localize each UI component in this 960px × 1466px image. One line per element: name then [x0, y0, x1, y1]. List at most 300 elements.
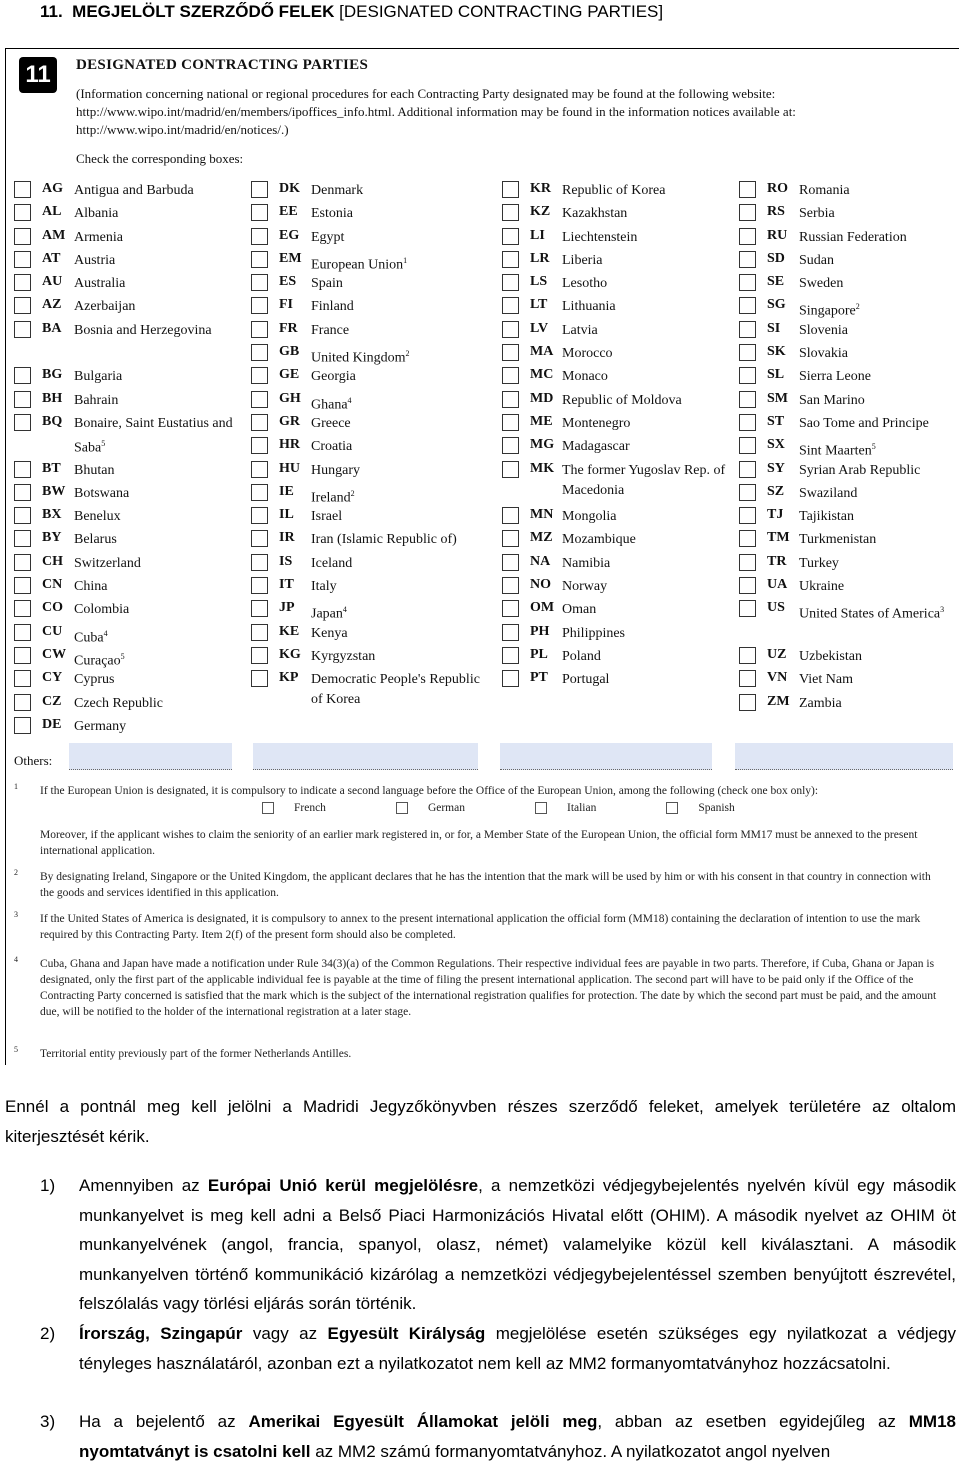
country-name — [799, 181, 959, 201]
country-name-text: Czech Republic — [74, 695, 164, 711]
checkbox-hr[interactable] — [251, 437, 268, 454]
checkbox-ro[interactable] — [739, 181, 756, 198]
country-name-text: Estonia — [311, 206, 353, 222]
others-field-1[interactable] — [69, 743, 232, 770]
country-code: SI — [767, 320, 781, 336]
country-code: RS — [767, 204, 785, 220]
country-name-text: Mozambique — [562, 532, 636, 548]
country-name — [74, 461, 254, 481]
country-code: VN — [767, 670, 788, 686]
country-name — [799, 228, 959, 248]
country-name — [562, 461, 742, 501]
checkbox-md[interactable] — [502, 391, 519, 408]
country-name-text: Georgia — [311, 369, 356, 385]
country-name — [562, 204, 742, 224]
list-item-3-mid: , abban az esetben egyidejűleg az — [597, 1412, 909, 1431]
footnote-marker: 5 — [120, 651, 125, 661]
checkbox-zm[interactable] — [739, 694, 756, 711]
country-name — [799, 507, 959, 527]
country-name-text: Azerbaijan — [74, 299, 136, 315]
language-checkbox[interactable] — [262, 802, 274, 814]
country-name-text: Bahrain — [74, 392, 119, 408]
footnote-3-text: If the United States of America is designated, it is compulsory to annex to the present international application the official form (MM18) containing the declaration of intention to use the mark required by this Contracting Party. Item 2(f) of the present form should also be completed. — [40, 913, 921, 941]
country-name-text: Republic of Korea — [562, 183, 666, 198]
checkbox-ge[interactable] — [251, 367, 268, 384]
checkbox-tr[interactable] — [739, 554, 756, 571]
checkbox-es[interactable] — [251, 274, 268, 291]
checkbox-bx[interactable] — [14, 507, 31, 524]
checkbox-om[interactable] — [502, 600, 519, 617]
checkbox-de[interactable] — [14, 717, 31, 734]
checkbox-li[interactable] — [502, 228, 519, 245]
country-name — [799, 274, 959, 294]
country-code: SZ — [767, 483, 785, 499]
country-code: AM — [42, 227, 66, 243]
country-name — [799, 461, 959, 481]
form-info-text: (Information concerning national or regional procedures for each Contracting Party designated may be found at the following website: http://www.wipo.int/madrid/en/members/ipoffices_info.html. Additional information may be found in the information notices available at: http://www.wipo.int/madrid/en/notices/.) — [76, 86, 796, 137]
list-item-3-number: 3) — [40, 1412, 56, 1431]
checkbox-cz[interactable] — [14, 694, 31, 711]
country-name — [311, 624, 491, 644]
country-name — [74, 647, 254, 672]
country-name-text: Liechtenstein — [562, 229, 638, 245]
checkbox-am[interactable] — [14, 228, 31, 245]
country-name — [311, 344, 491, 369]
country-name-text: Sweden — [799, 276, 844, 292]
checkbox-al[interactable] — [14, 204, 31, 221]
country-name — [799, 414, 959, 434]
checkbox-mc[interactable] — [502, 367, 519, 384]
country-code: MZ — [530, 530, 553, 546]
country-code: KR — [530, 181, 551, 196]
country-code: CU — [42, 623, 63, 639]
intro-paragraph: Ennél a pontnál meg kell jelölni a Madridi Jegyzőkönyvben részes szerződő feleket, amelyek területére az oltalom kiterjesztését kérik. — [5, 1097, 956, 1146]
country-name-text: Botswana — [74, 485, 130, 501]
checkbox-ie[interactable] — [251, 484, 268, 501]
footnote-2-number: 2 — [14, 868, 18, 877]
country-name — [74, 414, 254, 459]
section-title: MEGJELÖLT SZERZŐDŐ FELEK — [72, 2, 335, 21]
checkbox-sm[interactable] — [739, 391, 756, 408]
country-name — [562, 391, 742, 411]
country-code: CO — [42, 600, 63, 616]
checkbox-ir[interactable] — [251, 530, 268, 547]
country-code: GH — [279, 390, 301, 406]
checkbox-eg[interactable] — [251, 228, 268, 245]
country-code: TJ — [767, 507, 784, 523]
footnote-marker: 4 — [347, 395, 352, 405]
checkbox-bt[interactable] — [14, 461, 31, 478]
country-name — [562, 507, 742, 527]
country-name-text: Bosnia and Herzegovina — [74, 322, 212, 338]
checkbox-ua[interactable] — [739, 577, 756, 594]
others-field-4[interactable] — [735, 743, 953, 770]
country-name — [311, 647, 491, 667]
checkbox-no[interactable] — [502, 577, 519, 594]
country-code: US — [767, 600, 785, 616]
checkbox-si[interactable] — [739, 321, 756, 338]
country-name-text: Iceland — [311, 555, 353, 571]
checkbox-sy[interactable] — [739, 461, 756, 478]
country-name — [74, 577, 254, 597]
country-name-text: Israel — [311, 509, 343, 525]
language-checkbox[interactable] — [535, 802, 547, 814]
country-code: SY — [767, 460, 785, 476]
country-name — [311, 414, 491, 434]
country-name — [311, 367, 491, 387]
country-code: CZ — [42, 693, 62, 709]
checkbox-pl[interactable] — [502, 647, 519, 664]
country-code: JP — [279, 600, 295, 616]
country-name — [562, 414, 742, 434]
country-name-text: Sao Tome and Principe — [799, 415, 929, 431]
country-name — [562, 251, 742, 271]
form-section-badge: 11 — [19, 57, 57, 93]
country-name-text: Cyprus — [74, 672, 115, 688]
country-code: PL — [530, 646, 548, 662]
country-code: LV — [530, 320, 549, 336]
country-name — [74, 670, 254, 690]
checkbox-cw[interactable] — [14, 647, 31, 664]
country-code: GR — [279, 413, 300, 429]
country-name-text: Australia — [74, 276, 126, 292]
form-title: DESIGNATED CONTRACTING PARTIES — [76, 57, 369, 73]
checkbox-tm[interactable] — [739, 530, 756, 547]
checkbox-gb[interactable] — [251, 344, 268, 361]
country-name-text: Democratic People's Republic of Korea — [311, 672, 480, 708]
country-name — [799, 577, 959, 597]
country-code: MN — [530, 507, 554, 523]
checkbox-it[interactable] — [251, 577, 268, 594]
country-name — [799, 204, 959, 224]
country-name-text: San Marino — [799, 392, 865, 408]
language-checkbox[interactable] — [396, 802, 408, 814]
footnote-1b-text: Moreover, if the applicant wishes to claim the seniority of an earlier mark registered in, or for, a Member State of the European Union, the official form MM17 must be annexed to the present international application. — [40, 829, 918, 857]
country-name-text: Zambia — [799, 695, 842, 711]
list-item-3-bold: Amerikai Egyesült Államokat jelöli meg — [248, 1412, 598, 1431]
checkbox-mn[interactable] — [502, 507, 519, 524]
country-name-text: Sudan — [799, 252, 834, 268]
checkbox-bh[interactable] — [14, 391, 31, 408]
list-item-1-pre: Amennyiben az — [79, 1176, 208, 1195]
country-name-text: Philippines — [562, 625, 626, 641]
country-code: TR — [767, 553, 787, 569]
country-name-text: Liberia — [562, 252, 603, 268]
checkbox-rs[interactable] — [739, 204, 756, 221]
others-label: Others: — [14, 753, 53, 768]
country-name — [74, 554, 254, 574]
language-label: Italian — [566, 802, 597, 814]
checkbox-tj[interactable] — [739, 507, 756, 524]
checkbox-fr[interactable] — [251, 321, 268, 338]
country-name-text: United Kingdom — [311, 350, 406, 366]
list-item-1-number: 1) — [40, 1176, 56, 1195]
country-name — [799, 600, 959, 625]
country-code: CN — [42, 577, 63, 593]
country-name-text: Iran (Islamic Republic of) — [311, 532, 457, 548]
checkbox-mk[interactable] — [502, 461, 519, 478]
checkbox-sk[interactable] — [739, 344, 756, 361]
country-name-text: Namibia — [562, 555, 611, 571]
checkbox-st[interactable] — [739, 414, 756, 431]
checkbox-sz[interactable] — [739, 484, 756, 501]
checkbox-sl[interactable] — [739, 367, 756, 384]
checkbox-az[interactable] — [14, 297, 31, 314]
checkbox-kg[interactable] — [251, 647, 268, 664]
checkbox-by[interactable] — [14, 530, 31, 547]
checkbox-dk[interactable] — [251, 181, 268, 198]
country-name-text: European Union — [311, 257, 404, 273]
country-name-text: Portugal — [562, 672, 610, 688]
list-item-3-pre: Ha a bejelentő az — [79, 1412, 249, 1431]
checkbox-au[interactable] — [14, 274, 31, 291]
country-name — [562, 344, 742, 364]
country-name-text: Austria — [74, 252, 116, 268]
country-name — [311, 670, 491, 710]
footnote-marker: 5 — [101, 438, 106, 448]
country-name-text: Tajikistan — [799, 509, 855, 525]
designated-parties-form — [5, 48, 959, 1065]
country-code: IE — [279, 483, 294, 499]
checkbox-us[interactable] — [739, 600, 756, 617]
country-name — [311, 297, 491, 317]
checkbox-ag[interactable] — [14, 181, 31, 198]
checkbox-mg[interactable] — [502, 437, 519, 454]
checkbox-lt[interactable] — [502, 297, 519, 314]
country-name — [799, 554, 959, 574]
checkbox-vn[interactable] — [739, 670, 756, 687]
list-item-2-mid: vagy az — [242, 1324, 328, 1343]
country-name — [74, 391, 254, 411]
section-subtitle: [DESIGNATED CONTRACTING PARTIES] — [339, 2, 664, 21]
country-name-text: Sierra Leone — [799, 369, 871, 385]
country-name — [799, 670, 959, 690]
list-item-3-bold2: MM18 nyomtatványt is csatolni kell — [79, 1412, 956, 1461]
country-code: ZM — [767, 693, 790, 709]
country-name-text: Hungary — [311, 462, 360, 478]
country-code: GB — [279, 344, 300, 360]
country-name — [311, 437, 491, 457]
country-name — [74, 530, 254, 550]
country-code: SK — [767, 344, 786, 360]
country-name — [311, 204, 491, 224]
country-code: KE — [279, 623, 300, 639]
checkbox-sd[interactable] — [739, 251, 756, 268]
country-name — [311, 321, 491, 341]
checkbox-ls[interactable] — [502, 274, 519, 291]
country-name — [311, 507, 491, 527]
checkbox-ma[interactable] — [502, 344, 519, 361]
country-code: BQ — [42, 413, 63, 429]
checkbox-co[interactable] — [14, 600, 31, 617]
country-name — [74, 251, 254, 271]
country-code: TM — [767, 530, 790, 546]
country-name — [311, 577, 491, 597]
country-name — [562, 274, 742, 294]
checkbox-em[interactable] — [251, 251, 268, 268]
country-name — [799, 647, 959, 667]
country-name-text: Denmark — [311, 183, 364, 198]
checkbox-kr[interactable] — [502, 181, 519, 198]
country-code: AZ — [42, 297, 62, 313]
checkbox-fi[interactable] — [251, 297, 268, 314]
checkbox-sg[interactable] — [739, 297, 756, 314]
list-item-2-post: megjelölése esetén szükséges egy nyilatkozat a védjegy tényleges használatáról, azonban ezt a nyilatkozatot nem kell az MM2 formanyomtatványhoz hozzácsatolni. — [79, 1324, 957, 1373]
list-item-2-bold: Írország, Szingapúr — [79, 1324, 243, 1343]
language-checkbox[interactable] — [666, 802, 678, 814]
country-name-text: Ukraine — [799, 579, 845, 595]
footnote-4-number: 4 — [14, 955, 18, 964]
checkbox-ch[interactable] — [14, 554, 31, 571]
country-name-text: Colombia — [74, 602, 130, 618]
country-code: RU — [767, 227, 788, 243]
checkbox-bq[interactable] — [14, 414, 31, 431]
section-heading — [40, 0, 663, 24]
checkbox-ru[interactable] — [739, 228, 756, 245]
country-name — [562, 297, 742, 317]
country-name — [562, 554, 742, 574]
list-item-2-number: 2) — [40, 1324, 56, 1343]
country-code: OM — [530, 600, 555, 616]
checkbox-at[interactable] — [14, 251, 31, 268]
list-item-1-post: , a nemzetközi védjegybejelentés nyelvén kívül egy második munkanyelvet is meg kell adni a Belső Piaci Harmonizációs Hivatal előtt (OHIM). A második nyelvet az OHIM öt munkanyelvének (angol, francia, spanyol, olasz, német) valamelyike közül kell kiválasztani. A második munkanyelven történő kommunikáció kizárólag a nemzetközi védjegybejelentéssel szemben benyújtott észrevétel, felszólalás vagy törlési eljárás során történik. — [79, 1176, 956, 1313]
footnote-1-text: If the European Union is designated, it is compulsory to indicate a second language before the Office of the European Union, among the following (check one box only): — [40, 785, 819, 797]
country-name-text: Spain — [311, 276, 343, 292]
country-code: MK — [530, 460, 555, 476]
country-name-text: Kazakhstan — [562, 206, 628, 222]
checkbox-ba[interactable] — [14, 321, 31, 338]
country-code: CW — [42, 646, 67, 662]
country-name — [74, 694, 254, 714]
country-name-text: Curaçao — [74, 653, 121, 669]
country-code: EG — [279, 227, 300, 243]
country-name-text: Mongolia — [562, 509, 617, 525]
country-name-text: Norway — [562, 579, 608, 595]
country-name-text: United States of America — [799, 607, 941, 622]
country-name — [562, 670, 742, 690]
country-name-text: Slovenia — [799, 322, 848, 338]
country-name — [562, 600, 742, 620]
country-name-text: Syrian Arab Republic — [799, 462, 921, 478]
checkbox-il[interactable] — [251, 507, 268, 524]
checkbox-lr[interactable] — [502, 251, 519, 268]
country-name-text: Morocco — [562, 346, 613, 362]
checkbox-cy[interactable] — [14, 670, 31, 687]
country-code: NA — [530, 553, 551, 569]
country-name-text: Kyrgyzstan — [311, 648, 376, 664]
checkbox-kz[interactable] — [502, 204, 519, 221]
country-name — [74, 181, 254, 201]
country-code: SL — [767, 367, 785, 383]
checkbox-cu[interactable] — [14, 624, 31, 641]
country-code: KG — [279, 646, 301, 662]
country-name-text: Armenia — [74, 229, 123, 245]
checkbox-hu[interactable] — [251, 461, 268, 478]
country-name-text: Croatia — [311, 439, 353, 455]
country-name — [562, 321, 742, 341]
checkbox-sx[interactable] — [739, 437, 756, 454]
language-label: German — [427, 802, 465, 814]
country-name — [74, 507, 254, 527]
country-code: PT — [530, 670, 548, 686]
country-code: PH — [530, 623, 550, 639]
checkbox-ke[interactable] — [251, 624, 268, 641]
checkbox-cn[interactable] — [14, 577, 31, 594]
footnote-marker: 2 — [405, 349, 410, 359]
checkbox-ee[interactable] — [251, 204, 268, 221]
checkbox-jp[interactable] — [251, 600, 268, 617]
country-name — [74, 600, 254, 620]
checkbox-gr[interactable] — [251, 414, 268, 431]
others-field-2[interactable] — [253, 743, 478, 770]
country-name-text: Switzerland — [74, 555, 141, 571]
checkbox-kp[interactable] — [251, 670, 268, 687]
checkbox-bg[interactable] — [14, 367, 31, 384]
checkbox-gh[interactable] — [251, 391, 268, 408]
country-code: ME — [530, 413, 553, 429]
country-name-text: Swaziland — [799, 485, 858, 501]
country-name — [74, 484, 254, 504]
country-name — [74, 367, 254, 387]
checkbox-is[interactable] — [251, 554, 268, 571]
country-name-text: Turkey — [799, 555, 839, 571]
footnote-marker: 3 — [940, 605, 945, 615]
footnote-marker: 2 — [855, 302, 860, 312]
country-name-text: Finland — [311, 299, 354, 315]
country-code: FI — [279, 297, 293, 313]
country-name — [799, 251, 959, 271]
checkbox-na[interactable] — [502, 554, 519, 571]
country-name-text: Turkmenistan — [799, 532, 877, 548]
checkbox-me[interactable] — [502, 414, 519, 431]
country-name-text: Bonaire, Saint Eustatius and Saba — [74, 415, 233, 456]
country-name — [562, 577, 742, 597]
country-code: CY — [42, 670, 63, 686]
checkbox-uz[interactable] — [739, 647, 756, 664]
checkbox-lv[interactable] — [502, 321, 519, 338]
footnote-2-text: By designating Ireland, Singapore or the United Kingdom, the applicant declares that he has the intention that the mark will be used by him or with his consent in that country in connection with the goods and services identified in this application. — [40, 871, 931, 899]
country-name — [311, 461, 491, 481]
others-field-3[interactable] — [500, 743, 712, 770]
country-name — [311, 181, 491, 201]
country-name — [562, 367, 742, 387]
country-name-text: Monaco — [562, 369, 608, 385]
country-code: BG — [42, 367, 63, 383]
checkbox-bw[interactable] — [14, 484, 31, 501]
country-name — [562, 647, 742, 667]
country-code: MC — [530, 367, 554, 383]
footnote-3-number: 3 — [14, 910, 18, 919]
country-name-text: Albania — [74, 206, 119, 222]
country-name — [799, 367, 959, 387]
checkbox-se[interactable] — [739, 274, 756, 291]
language-label: Spanish — [698, 802, 735, 814]
country-name-text: Latvia — [562, 322, 598, 338]
country-name-text: Uzbekistan — [799, 648, 862, 664]
country-name-text: Germany — [74, 718, 127, 734]
country-name — [311, 251, 491, 276]
country-code: LR — [530, 250, 550, 266]
country-code: DK — [279, 181, 300, 196]
country-code: BW — [42, 483, 66, 499]
footnote-4-text: Cuba, Ghana and Japan have made a notification under Rule 34(3)(a) of the Common Regulations. Their respective individual fees are payable in two parts. Therefore, if Cuba, Ghana or Japan is designated, only the first part of the applicable individual fee is payable at the time of filing the present international application. The second part will have to be paid only if the Office of the Contracting Party concerned is satisfied that the mark which is the subject of the international registration qualifies for protection. The date by which the second part must be paid, and the amount due, will be notified to the holder of the international registration at a later stage. — [40, 958, 937, 1018]
checkbox-mz[interactable] — [502, 530, 519, 547]
checkbox-pt[interactable] — [502, 670, 519, 687]
country-code: SD — [767, 250, 785, 266]
country-code: BY — [42, 530, 62, 546]
country-name — [74, 717, 254, 737]
checkbox-ph[interactable] — [502, 624, 519, 641]
